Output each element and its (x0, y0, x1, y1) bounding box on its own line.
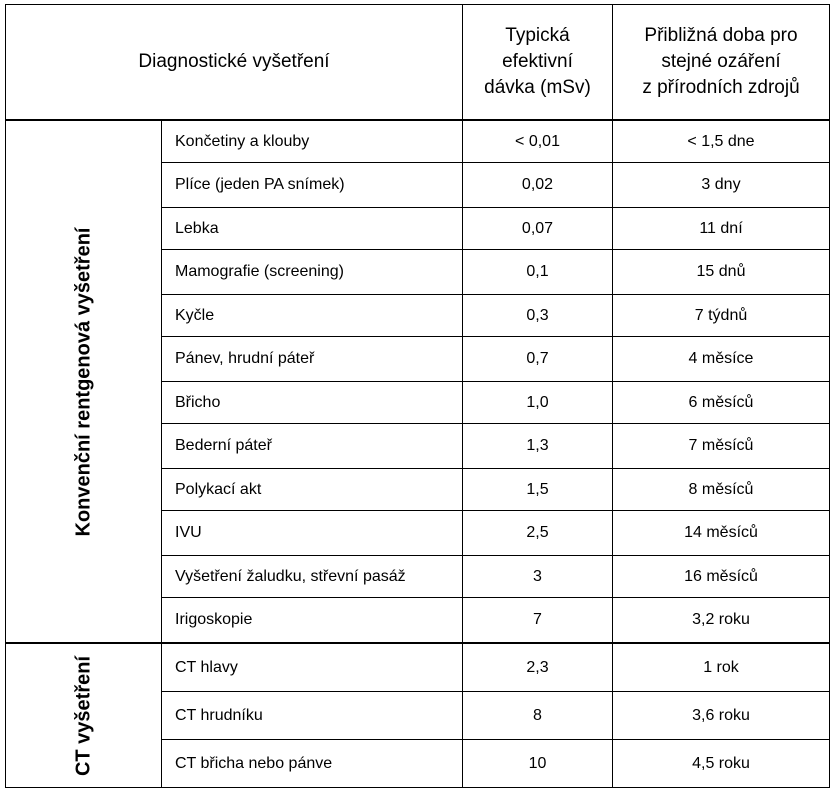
dose-cell: 0,1 (463, 250, 613, 295)
time-cell: 4 měsíce (613, 337, 830, 382)
dose-cell: 3 (463, 556, 613, 598)
exam-cell: CT břicha nebo pánve (162, 740, 463, 788)
dose-cell: 0,07 (463, 208, 613, 250)
group-conventional (6, 120, 162, 643)
header-dose-line-3: dávka (mSv) (484, 77, 591, 98)
header-exam: Diagnostické vyšetření (6, 5, 463, 121)
header-dose (463, 5, 613, 121)
header-time (613, 5, 830, 121)
exam-cell: CT hrudníku (162, 692, 463, 740)
time-cell: 7 týdnů (613, 295, 830, 337)
dose-cell: 10 (463, 740, 613, 788)
group-ct-label: CT vyšetření (72, 655, 94, 776)
header-time-line-3: z přírodních zdrojů (642, 77, 800, 98)
exam-cell: Končetiny a klouby (162, 120, 463, 163)
exam-cell: Mamografie (screening) (162, 250, 463, 295)
exam-cell: IVU (162, 511, 463, 556)
exam-cell: Plíce (jeden PA snímek) (162, 163, 463, 208)
time-cell: 14 měsíců (613, 511, 830, 556)
time-cell: 7 měsíců (613, 424, 830, 469)
dose-cell: 0,3 (463, 295, 613, 337)
header-dose-line-2: efektivní (502, 51, 573, 72)
group-conventional-label: Konvenční rentgenová vyšetření (72, 227, 94, 536)
group-ct (6, 643, 162, 788)
dose-cell: 8 (463, 692, 613, 740)
table-row (6, 120, 830, 163)
time-cell: 1 rok (613, 643, 830, 692)
time-cell: 15 dnů (613, 250, 830, 295)
time-cell: < 1,5 dne (613, 120, 830, 163)
exam-cell: Břicho (162, 382, 463, 424)
exam-cell: Bederní páteř (162, 424, 463, 469)
exam-cell: Kyčle (162, 295, 463, 337)
exam-cell: Lebka (162, 208, 463, 250)
exam-cell: CT hlavy (162, 643, 463, 692)
header-dose-line-1: Typická (505, 25, 570, 46)
exam-cell: Polykací akt (162, 469, 463, 511)
dose-cell: 1,3 (463, 424, 613, 469)
exam-cell: Irigoskopie (162, 598, 463, 644)
time-cell: 6 měsíců (613, 382, 830, 424)
time-cell: 16 měsíců (613, 556, 830, 598)
dose-cell: 1,0 (463, 382, 613, 424)
header-row (6, 5, 830, 121)
table-row (6, 643, 830, 692)
exam-cell: Pánev, hrudní páteř (162, 337, 463, 382)
time-cell: 11 dní (613, 208, 830, 250)
dose-table (5, 4, 830, 788)
exam-cell: Vyšetření žaludku, střevní pasáž (162, 556, 463, 598)
header-time-line-1: Přibližná doba pro (644, 25, 798, 46)
time-cell: 3,6 roku (613, 692, 830, 740)
dose-cell: 2,5 (463, 511, 613, 556)
time-cell: 3,2 roku (613, 598, 830, 644)
dose-cell: 1,5 (463, 469, 613, 511)
time-cell: 3 dny (613, 163, 830, 208)
time-cell: 8 měsíců (613, 469, 830, 511)
time-cell: 4,5 roku (613, 740, 830, 788)
dose-table-container (5, 4, 830, 788)
dose-cell: < 0,01 (463, 120, 613, 163)
dose-cell: 0,7 (463, 337, 613, 382)
header-time-line-2: stejné ozáření (661, 51, 781, 72)
dose-cell: 7 (463, 598, 613, 644)
dose-cell: 2,3 (463, 643, 613, 692)
dose-cell: 0,02 (463, 163, 613, 208)
